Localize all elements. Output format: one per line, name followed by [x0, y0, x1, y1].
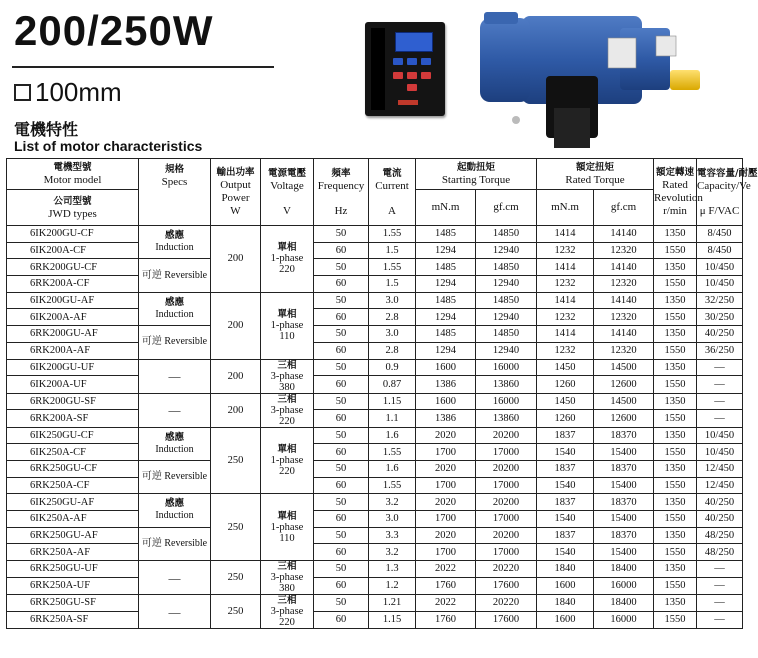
current-cell: 2.8	[369, 342, 416, 359]
spec-cell: 感應 Induction	[139, 427, 211, 460]
spec-cell: 可逆 Reversible	[139, 527, 211, 560]
start-torque-mnm-cell: 1294	[416, 342, 476, 359]
spec-cell: 可逆 Reversible	[139, 460, 211, 493]
rated-torque-mnm-cell: 1450	[537, 393, 594, 410]
header-rated-torque-mnm: mN.m	[537, 190, 594, 226]
capacity-cell: 40/250	[697, 494, 743, 511]
rated-torque-gfcm-cell: 14140	[594, 226, 654, 243]
current-cell: 1.55	[369, 444, 416, 461]
start-torque-gfcm-cell: 14850	[476, 292, 537, 309]
frame-size-label: 100mm	[35, 77, 122, 107]
frequency-cell: 50	[314, 326, 369, 343]
frequency-cell: 60	[314, 376, 369, 393]
start-torque-gfcm-cell: 20200	[476, 427, 537, 444]
voltage-cell: 三相 3-phase 220	[261, 595, 314, 629]
start-torque-gfcm-cell: 12940	[476, 342, 537, 359]
frequency-cell: 60	[314, 577, 369, 594]
model-cell: 6IK250GU-CF	[7, 427, 139, 444]
revolution-cell: 1350	[654, 427, 697, 444]
start-torque-mnm-cell: 1485	[416, 326, 476, 343]
header-output-power: 輸出功率 Output Power W	[211, 159, 261, 226]
spec-cell: 感應 Induction	[139, 226, 211, 259]
header-start-torque-gfcm: gf.cm	[476, 190, 537, 226]
power-cell: 250	[211, 494, 261, 561]
current-cell: 1.2	[369, 577, 416, 594]
current-cell: 1.6	[369, 460, 416, 477]
frequency-cell: 60	[314, 611, 369, 628]
revolution-cell: 1550	[654, 410, 697, 427]
spec-cell: 感應 Induction	[139, 494, 211, 527]
model-cell: 6RK250GU-UF	[7, 561, 139, 578]
power-cell: 200	[211, 292, 261, 359]
current-cell: 1.6	[369, 427, 416, 444]
capacity-cell: —	[697, 595, 743, 612]
rated-torque-mnm-cell: 1260	[537, 376, 594, 393]
rated-torque-mnm-cell: 1232	[537, 342, 594, 359]
rated-torque-mnm-cell: 1840	[537, 561, 594, 578]
model-cell: 6RK200A-SF	[7, 410, 139, 427]
model-cell: 6RK250A-CF	[7, 477, 139, 494]
frequency-cell: 50	[314, 494, 369, 511]
model-cell: 6IK200GU-UF	[7, 359, 139, 376]
rated-torque-gfcm-cell: 14500	[594, 393, 654, 410]
model-cell: 6RK200GU-SF	[7, 393, 139, 410]
revolution-cell: 1550	[654, 510, 697, 527]
model-cell: 6RK200GU-CF	[7, 259, 139, 276]
start-torque-gfcm-cell: 12940	[476, 242, 537, 259]
rated-torque-mnm-cell: 1414	[537, 226, 594, 243]
voltage-cell: 三相 3-phase 220	[261, 393, 314, 427]
header-rated-revolution: 額定轉速 Rated Revolution r/min	[654, 159, 697, 226]
revolution-cell: 1350	[654, 226, 697, 243]
rated-torque-gfcm-cell: 16000	[594, 577, 654, 594]
start-torque-mnm-cell: 1485	[416, 226, 476, 243]
revolution-cell: 1550	[654, 577, 697, 594]
model-cell: 6RK250A-UF	[7, 577, 139, 594]
rated-torque-gfcm-cell: 12320	[594, 309, 654, 326]
frequency-cell: 50	[314, 292, 369, 309]
voltage-cell: 三相 3-phase 380	[261, 561, 314, 595]
rated-torque-gfcm-cell: 15400	[594, 544, 654, 561]
revolution-cell: 1350	[654, 292, 697, 309]
power-cell: 250	[211, 427, 261, 494]
capacity-cell: —	[697, 410, 743, 427]
current-cell: 3.2	[369, 494, 416, 511]
revolution-cell: 1350	[654, 259, 697, 276]
header-rated-torque-gfcm: gf.cm	[594, 190, 654, 226]
spec-cell: —	[139, 595, 211, 629]
current-cell: 1.55	[369, 477, 416, 494]
model-cell: 6IK200GU-CF	[7, 226, 139, 243]
start-torque-mnm-cell: 1485	[416, 292, 476, 309]
capacity-cell: 10/450	[697, 427, 743, 444]
rated-torque-mnm-cell: 1414	[537, 259, 594, 276]
start-torque-mnm-cell: 1700	[416, 510, 476, 527]
capacity-cell: 8/450	[697, 242, 743, 259]
revolution-cell: 1550	[654, 544, 697, 561]
page-title: 200/250W	[14, 7, 214, 54]
rated-torque-gfcm-cell: 14500	[594, 359, 654, 376]
header-jwd-types: 公司型號 JWD types	[7, 190, 139, 226]
power-cell: 200	[211, 359, 261, 393]
revolution-cell: 1550	[654, 477, 697, 494]
section-heading-chinese: 電機特性	[14, 120, 79, 139]
start-torque-gfcm-cell: 17000	[476, 477, 537, 494]
model-cell: 6RK200A-CF	[7, 276, 139, 293]
frequency-cell: 50	[314, 427, 369, 444]
current-cell: 1.55	[369, 226, 416, 243]
rated-torque-gfcm-cell: 18370	[594, 427, 654, 444]
start-torque-gfcm-cell: 17000	[476, 544, 537, 561]
table-row	[7, 376, 743, 377]
capacity-cell: —	[697, 393, 743, 410]
capacity-cell: 40/250	[697, 326, 743, 343]
start-torque-mnm-cell: 1600	[416, 359, 476, 376]
revolution-cell: 1350	[654, 595, 697, 612]
current-cell: 2.8	[369, 309, 416, 326]
voltage-cell: 單相 1-phase 110	[261, 494, 314, 561]
start-torque-gfcm-cell: 17000	[476, 510, 537, 527]
header-motor-model: 電機型號 Motor model	[7, 159, 139, 190]
frequency-cell: 50	[314, 595, 369, 612]
rated-torque-gfcm-cell: 15400	[594, 510, 654, 527]
frequency-cell: 50	[314, 359, 369, 376]
start-torque-gfcm-cell: 14850	[476, 259, 537, 276]
start-torque-gfcm-cell: 20200	[476, 460, 537, 477]
section-heading-english: List of motor characteristics	[14, 138, 203, 154]
rated-torque-mnm-cell: 1540	[537, 477, 594, 494]
current-cell: 1.15	[369, 393, 416, 410]
current-cell: 1.55	[369, 259, 416, 276]
rated-torque-mnm-cell: 1414	[537, 292, 594, 309]
capacity-cell: —	[697, 376, 743, 393]
start-torque-mnm-cell: 1294	[416, 309, 476, 326]
current-cell: 0.9	[369, 359, 416, 376]
start-torque-mnm-cell: 1386	[416, 376, 476, 393]
motor-characteristics-table	[6, 158, 758, 629]
start-torque-gfcm-cell: 13860	[476, 376, 537, 393]
header-starting-torque: 起動扭矩 Starting Torque	[416, 159, 537, 190]
spec-cell: —	[139, 359, 211, 393]
rated-torque-gfcm-cell: 12600	[594, 376, 654, 393]
start-torque-mnm-cell: 1386	[416, 410, 476, 427]
capacity-cell: 12/450	[697, 460, 743, 477]
rated-torque-mnm-cell: 1450	[537, 359, 594, 376]
revolution-cell: 1350	[654, 460, 697, 477]
rated-torque-gfcm-cell: 14140	[594, 326, 654, 343]
capacity-cell: —	[697, 561, 743, 578]
rated-torque-mnm-cell: 1540	[537, 444, 594, 461]
header-start-torque-mnm: mN.m	[416, 190, 476, 226]
start-torque-gfcm-cell: 14850	[476, 326, 537, 343]
rated-torque-mnm-cell: 1600	[537, 611, 594, 628]
revolution-cell: 1550	[654, 342, 697, 359]
current-cell: 1.15	[369, 611, 416, 628]
revolution-cell: 1550	[654, 276, 697, 293]
capacity-cell: 48/250	[697, 544, 743, 561]
current-cell: 1.1	[369, 410, 416, 427]
capacity-cell: 30/250	[697, 309, 743, 326]
header-specs: 規格 Specs	[139, 159, 211, 226]
model-cell: 6IK200A-AF	[7, 309, 139, 326]
start-torque-mnm-cell: 2020	[416, 494, 476, 511]
rated-torque-gfcm-cell: 12320	[594, 342, 654, 359]
capacity-cell: 36/250	[697, 342, 743, 359]
rated-torque-mnm-cell: 1840	[537, 595, 594, 612]
start-torque-mnm-cell: 1600	[416, 393, 476, 410]
frequency-cell: 50	[314, 527, 369, 544]
table-header	[7, 159, 758, 226]
rated-torque-mnm-cell: 1232	[537, 276, 594, 293]
table-row	[7, 577, 743, 578]
frequency-cell: 50	[314, 561, 369, 578]
voltage-cell: 單相 1-phase 110	[261, 292, 314, 359]
title-underline	[12, 66, 274, 68]
spec-cell: 可逆 Reversible	[139, 326, 211, 359]
revolution-cell: 1550	[654, 611, 697, 628]
start-torque-gfcm-cell: 20220	[476, 595, 537, 612]
model-cell: 6RK250A-SF	[7, 611, 139, 628]
revolution-cell: 1350	[654, 561, 697, 578]
start-torque-mnm-cell: 1760	[416, 611, 476, 628]
header-capacity: 電容容量/耐壓 Capacity/Ve μ F/VAC	[697, 159, 743, 226]
current-cell: 3.2	[369, 544, 416, 561]
revolution-cell: 1550	[654, 376, 697, 393]
power-cell: 200	[211, 226, 261, 293]
model-cell: 6IK250GU-AF	[7, 494, 139, 511]
start-torque-gfcm-cell: 20220	[476, 561, 537, 578]
model-cell: 6RK200A-AF	[7, 342, 139, 359]
rated-torque-mnm-cell: 1540	[537, 544, 594, 561]
start-torque-mnm-cell: 1294	[416, 276, 476, 293]
start-torque-gfcm-cell: 14850	[476, 226, 537, 243]
start-torque-gfcm-cell: 17600	[476, 577, 537, 594]
revolution-cell: 1350	[654, 527, 697, 544]
rated-torque-mnm-cell: 1414	[537, 326, 594, 343]
model-cell: 6RK250GU-SF	[7, 595, 139, 612]
rated-torque-gfcm-cell: 15400	[594, 444, 654, 461]
power-cell: 250	[211, 561, 261, 595]
start-torque-gfcm-cell: 20200	[476, 527, 537, 544]
frequency-cell: 60	[314, 444, 369, 461]
frequency-cell: 60	[314, 510, 369, 527]
rated-torque-mnm-cell: 1837	[537, 494, 594, 511]
capacity-cell: —	[697, 577, 743, 594]
spec-cell: 感應 Induction	[139, 292, 211, 325]
frequency-cell: 50	[314, 259, 369, 276]
power-cell: 250	[211, 595, 261, 629]
frequency-cell: 60	[314, 242, 369, 259]
start-torque-gfcm-cell: 12940	[476, 309, 537, 326]
frequency-cell: 50	[314, 460, 369, 477]
frequency-cell: 60	[314, 342, 369, 359]
start-torque-gfcm-cell: 12940	[476, 276, 537, 293]
revolution-cell: 1550	[654, 444, 697, 461]
revolution-cell: 1350	[654, 494, 697, 511]
start-torque-mnm-cell: 1485	[416, 259, 476, 276]
model-cell: 6IK200A-CF	[7, 242, 139, 259]
rated-torque-mnm-cell: 1837	[537, 527, 594, 544]
capacity-cell: 48/250	[697, 527, 743, 544]
rated-torque-gfcm-cell: 18400	[594, 595, 654, 612]
rated-torque-mnm-cell: 1260	[537, 410, 594, 427]
current-cell: 3.0	[369, 326, 416, 343]
frequency-cell: 60	[314, 276, 369, 293]
power-cell: 200	[211, 393, 261, 427]
rated-torque-gfcm-cell: 18370	[594, 494, 654, 511]
model-cell: 6RK250GU-CF	[7, 460, 139, 477]
rated-torque-gfcm-cell: 18370	[594, 460, 654, 477]
start-torque-mnm-cell: 2022	[416, 561, 476, 578]
start-torque-mnm-cell: 1700	[416, 544, 476, 561]
frequency-cell: 60	[314, 309, 369, 326]
rated-torque-mnm-cell: 1837	[537, 427, 594, 444]
capacity-cell: —	[697, 611, 743, 628]
model-cell: 6IK200A-UF	[7, 376, 139, 393]
model-cell: 6RK250A-AF	[7, 544, 139, 561]
header-current: 電流 Current A	[369, 159, 416, 226]
rated-torque-gfcm-cell: 12600	[594, 410, 654, 427]
start-torque-mnm-cell: 1294	[416, 242, 476, 259]
start-torque-gfcm-cell: 13860	[476, 410, 537, 427]
capacity-cell: —	[697, 359, 743, 376]
capacity-cell: 10/450	[697, 259, 743, 276]
speed-controller-image	[365, 22, 445, 116]
rated-torque-gfcm-cell: 15400	[594, 477, 654, 494]
capacity-cell: 12/450	[697, 477, 743, 494]
gear-motor-image	[470, 8, 708, 154]
spec-cell: —	[139, 561, 211, 595]
voltage-cell: 單相 1-phase 220	[261, 226, 314, 293]
start-torque-gfcm-cell: 16000	[476, 359, 537, 376]
start-torque-mnm-cell: 1700	[416, 444, 476, 461]
start-torque-gfcm-cell: 17600	[476, 611, 537, 628]
spec-cell: —	[139, 393, 211, 427]
rated-torque-gfcm-cell: 16000	[594, 611, 654, 628]
frequency-cell: 50	[314, 226, 369, 243]
table-body	[7, 226, 743, 629]
rated-torque-mnm-cell: 1232	[537, 242, 594, 259]
capacity-cell: 10/450	[697, 276, 743, 293]
model-cell: 6IK200GU-AF	[7, 292, 139, 309]
start-torque-mnm-cell: 1700	[416, 477, 476, 494]
frequency-cell: 60	[314, 544, 369, 561]
voltage-cell: 單相 1-phase 220	[261, 427, 314, 494]
capacity-cell: 32/250	[697, 292, 743, 309]
current-cell: 3.0	[369, 510, 416, 527]
rated-torque-mnm-cell: 1232	[537, 309, 594, 326]
table-row	[7, 611, 743, 612]
frame-size	[14, 76, 122, 108]
model-cell: 6RK200GU-AF	[7, 326, 139, 343]
rated-torque-gfcm-cell: 18370	[594, 527, 654, 544]
start-torque-gfcm-cell: 16000	[476, 393, 537, 410]
revolution-cell: 1550	[654, 309, 697, 326]
revolution-cell: 1350	[654, 326, 697, 343]
rated-torque-mnm-cell: 1837	[537, 460, 594, 477]
current-cell: 1.3	[369, 561, 416, 578]
start-torque-mnm-cell: 2020	[416, 460, 476, 477]
current-cell: 3.3	[369, 527, 416, 544]
model-cell: 6IK250A-CF	[7, 444, 139, 461]
start-torque-mnm-cell: 2020	[416, 427, 476, 444]
rated-torque-gfcm-cell: 12320	[594, 276, 654, 293]
revolution-cell: 1350	[654, 393, 697, 410]
spec-cell: 可逆 Reversible	[139, 259, 211, 292]
capacity-cell: 8/450	[697, 226, 743, 243]
checkbox-square-icon	[14, 84, 31, 101]
frequency-cell: 60	[314, 477, 369, 494]
rated-torque-gfcm-cell: 18400	[594, 561, 654, 578]
start-torque-gfcm-cell: 20200	[476, 494, 537, 511]
start-torque-mnm-cell: 2022	[416, 595, 476, 612]
current-cell: 3.0	[369, 292, 416, 309]
header-frequency: 頻率 Frequency Hz	[314, 159, 369, 226]
model-cell: 6RK250GU-AF	[7, 527, 139, 544]
header-voltage: 電源電壓 Voltage V	[261, 159, 314, 226]
capacity-cell: 10/450	[697, 444, 743, 461]
current-cell: 0.87	[369, 376, 416, 393]
table-row	[7, 410, 743, 411]
revolution-cell: 1550	[654, 242, 697, 259]
rated-torque-mnm-cell: 1540	[537, 510, 594, 527]
frequency-cell: 60	[314, 410, 369, 427]
voltage-cell: 三相 3-phase 380	[261, 359, 314, 393]
rated-torque-gfcm-cell: 14140	[594, 259, 654, 276]
rated-torque-mnm-cell: 1600	[537, 577, 594, 594]
revolution-cell: 1350	[654, 359, 697, 376]
frequency-cell: 50	[314, 393, 369, 410]
rated-torque-gfcm-cell: 12320	[594, 242, 654, 259]
rated-torque-gfcm-cell: 14140	[594, 292, 654, 309]
current-cell: 1.21	[369, 595, 416, 612]
current-cell: 1.5	[369, 242, 416, 259]
start-torque-mnm-cell: 1760	[416, 577, 476, 594]
capacity-cell: 40/250	[697, 510, 743, 527]
current-cell: 1.5	[369, 276, 416, 293]
start-torque-mnm-cell: 2020	[416, 527, 476, 544]
start-torque-gfcm-cell: 17000	[476, 444, 537, 461]
model-cell: 6IK250A-AF	[7, 510, 139, 527]
header-rated-torque: 額定扭矩 Rated Torque	[537, 159, 654, 190]
